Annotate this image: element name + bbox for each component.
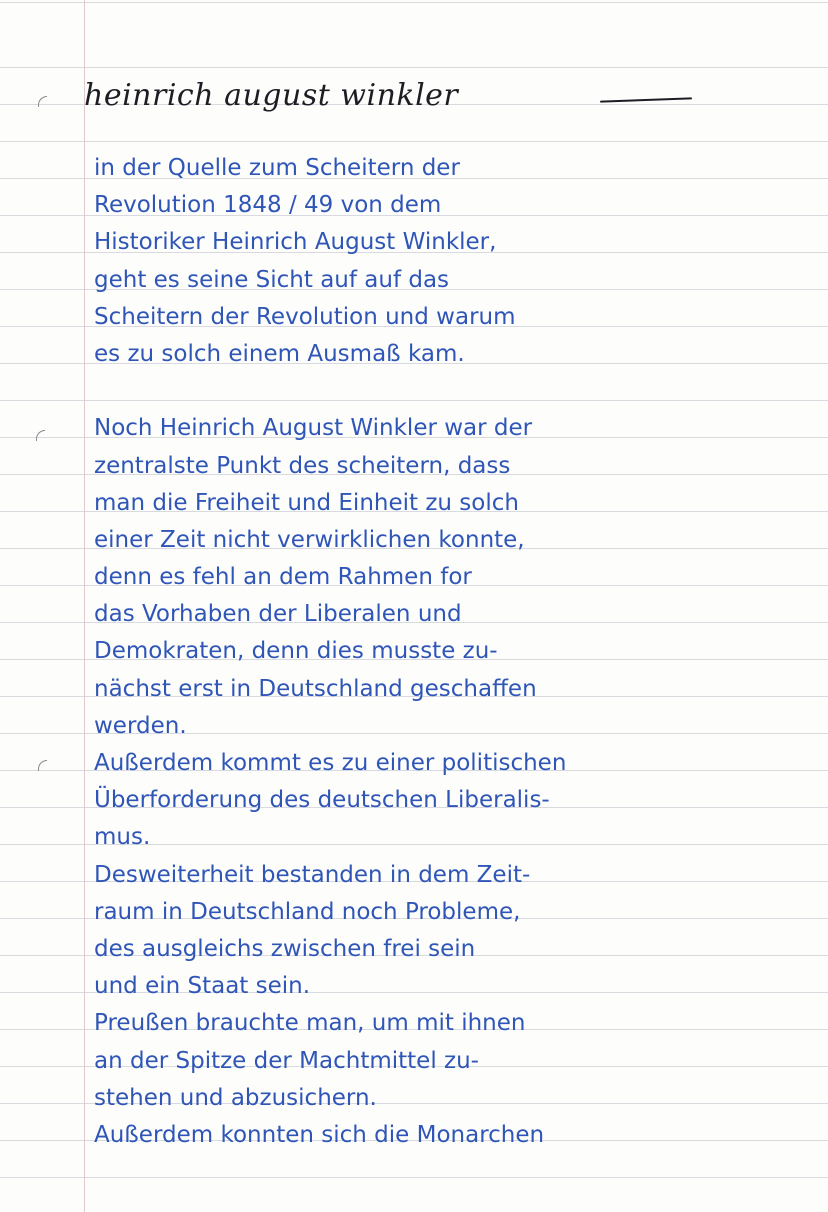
text-line: Historiker Heinrich August Winkler, — [94, 229, 497, 256]
page-title: heinrich august winkler — [84, 78, 459, 113]
text-line: nächst erst in Deutschland geschaffen — [94, 675, 537, 702]
text-line: denn es fehl an dem Rahmen for — [94, 564, 472, 591]
text-line: Außerdem konnten sich die Monarchen — [94, 1121, 545, 1148]
margin-line — [84, 0, 85, 1212]
text-line: in der Quelle zum Scheitern der — [94, 155, 460, 181]
text-line: das Vorhaben der Liberalen und — [94, 601, 462, 628]
handwritten-text — [94, 150, 744, 1154]
binding-hole-mark — [38, 96, 47, 107]
text-line: man die Freiheit und Einheit zu solch — [94, 489, 519, 516]
text-line: einer Zeit nicht verwirklichen konnte, — [94, 526, 525, 553]
paragraph-gap — [94, 373, 744, 410]
text-line: stehen und abzusichern. — [94, 1084, 377, 1111]
text-line: Noch Heinrich August Winkler war der — [94, 415, 533, 442]
title-underline — [600, 97, 692, 102]
text-line: zentralste Punkt des scheitern, dass — [94, 452, 511, 479]
binding-hole-mark — [38, 760, 47, 771]
text-line: des ausgleichs zwischen frei sein — [94, 935, 476, 962]
text-line: Revolution 1848 / 49 von dem — [94, 192, 442, 219]
text-line: Preußen brauchte man, um mit ihnen — [94, 1010, 526, 1037]
text-line: Außerdem kommt es zu einer politischen — [94, 750, 567, 776]
text-line: Demokraten, denn dies musste zu- — [94, 638, 498, 665]
text-line: Scheitern der Revolution und warum — [94, 303, 516, 330]
text-line: raum in Deutschland noch Probleme, — [94, 898, 521, 925]
text-line: es zu solch einem Ausmaß kam. — [94, 340, 465, 367]
binding-hole-mark — [36, 430, 45, 441]
text-line: Überforderung des deutschen Liberalis- — [94, 787, 550, 814]
text-line: und ein Staat sein. — [94, 973, 311, 1000]
text-line: an der Spitze der Machtmittel zu- — [94, 1047, 479, 1074]
text-line: geht es seine Sicht auf auf das — [94, 266, 450, 293]
text-line: Desweiterheit bestanden in dem Zeit- — [94, 861, 531, 888]
text-line: mus. — [94, 824, 151, 851]
text-line: werden. — [94, 712, 187, 739]
